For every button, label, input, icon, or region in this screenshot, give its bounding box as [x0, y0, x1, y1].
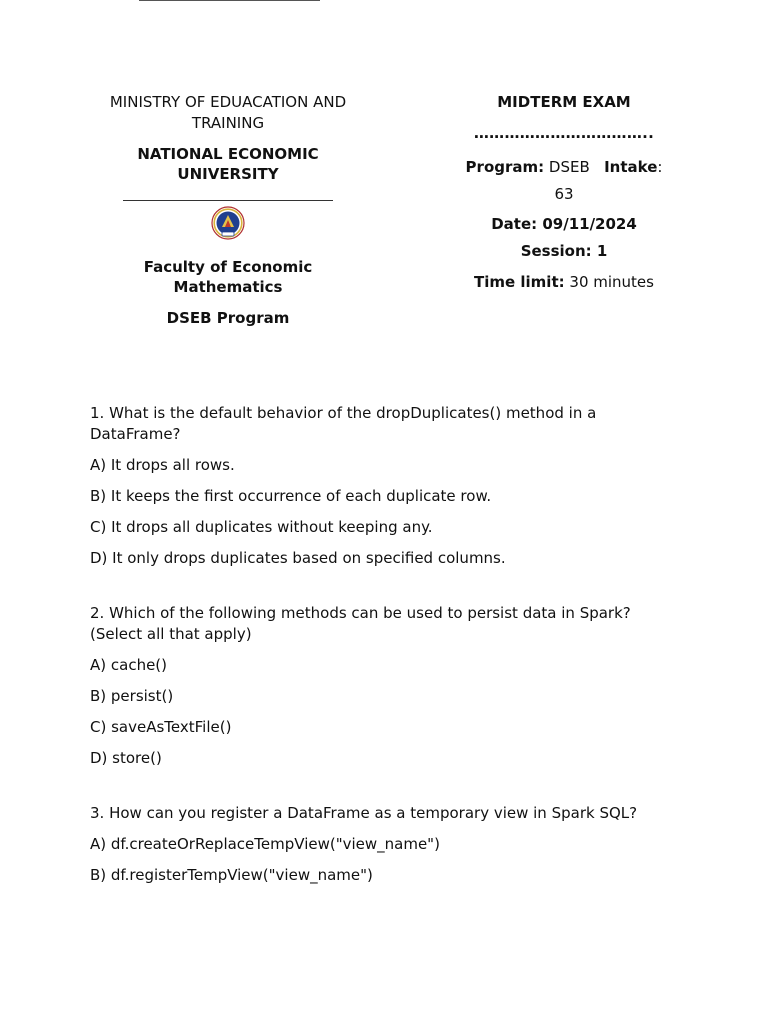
option-b: B) persist()	[90, 687, 174, 705]
time-limit-value: 30 minutes	[569, 273, 654, 291]
time-limit-label: Time limit:	[474, 273, 565, 291]
question-text: 1. What is the default behavior of the dropDuplicates() method in a DataFrame?	[90, 404, 597, 443]
question-text: 2. Which of the following methods can be used to persist data in Spark? (Select all that apply)	[90, 604, 631, 643]
exam-code-dots: ……………………………..	[473, 124, 655, 142]
university-name: NATIONAL ECONOMIC UNIVERSITY	[137, 145, 319, 183]
question-2	[90, 603, 680, 769]
session-text: Session: 1	[520, 242, 608, 260]
questions-section	[90, 403, 680, 920]
university-divider	[123, 200, 333, 201]
option-c: C) saveAsTextFile()	[90, 718, 232, 736]
program-label: Program:	[465, 158, 545, 176]
intake-label: Intake	[604, 158, 658, 176]
faculty-name: Faculty of Economic Mathematics	[143, 258, 313, 296]
intake-value: : 63	[554, 158, 663, 203]
exam-date	[455, 211, 673, 265]
program-name: DSEB Program	[166, 309, 290, 327]
question-text: 3. How can you register a DataFrame as a temporary view in Spark SQL?	[90, 804, 638, 822]
university-logo-icon	[209, 206, 247, 242]
top-rule	[139, 0, 320, 1]
option-a: A) cache()	[90, 656, 168, 674]
option-b: B) It keeps the first occurrence of each duplicate row.	[90, 487, 492, 505]
option-b: B) df.registerTempView("view_name")	[90, 866, 373, 884]
time-limit	[455, 272, 673, 292]
exam-title: MIDTERM EXAM	[497, 93, 631, 111]
option-d: D) It only drops duplicates based on specified columns.	[90, 549, 506, 567]
option-a: A) df.createOrReplaceTempView("view_name")	[90, 835, 440, 853]
question-3	[90, 803, 680, 886]
header-right	[455, 92, 673, 292]
option-a: A) It drops all rows.	[90, 456, 235, 474]
header-left	[100, 92, 356, 328]
program-value: DSEB	[548, 158, 590, 176]
question-1	[90, 403, 680, 569]
option-c: C) It drops all duplicates without keeping any.	[90, 518, 433, 536]
date-text: Date: 09/11/2024	[491, 215, 637, 233]
program-intake-line	[455, 154, 673, 208]
option-d: D) store()	[90, 749, 162, 767]
ministry-name: MINISTRY OF EDUACATION AND TRAINING	[109, 93, 347, 132]
